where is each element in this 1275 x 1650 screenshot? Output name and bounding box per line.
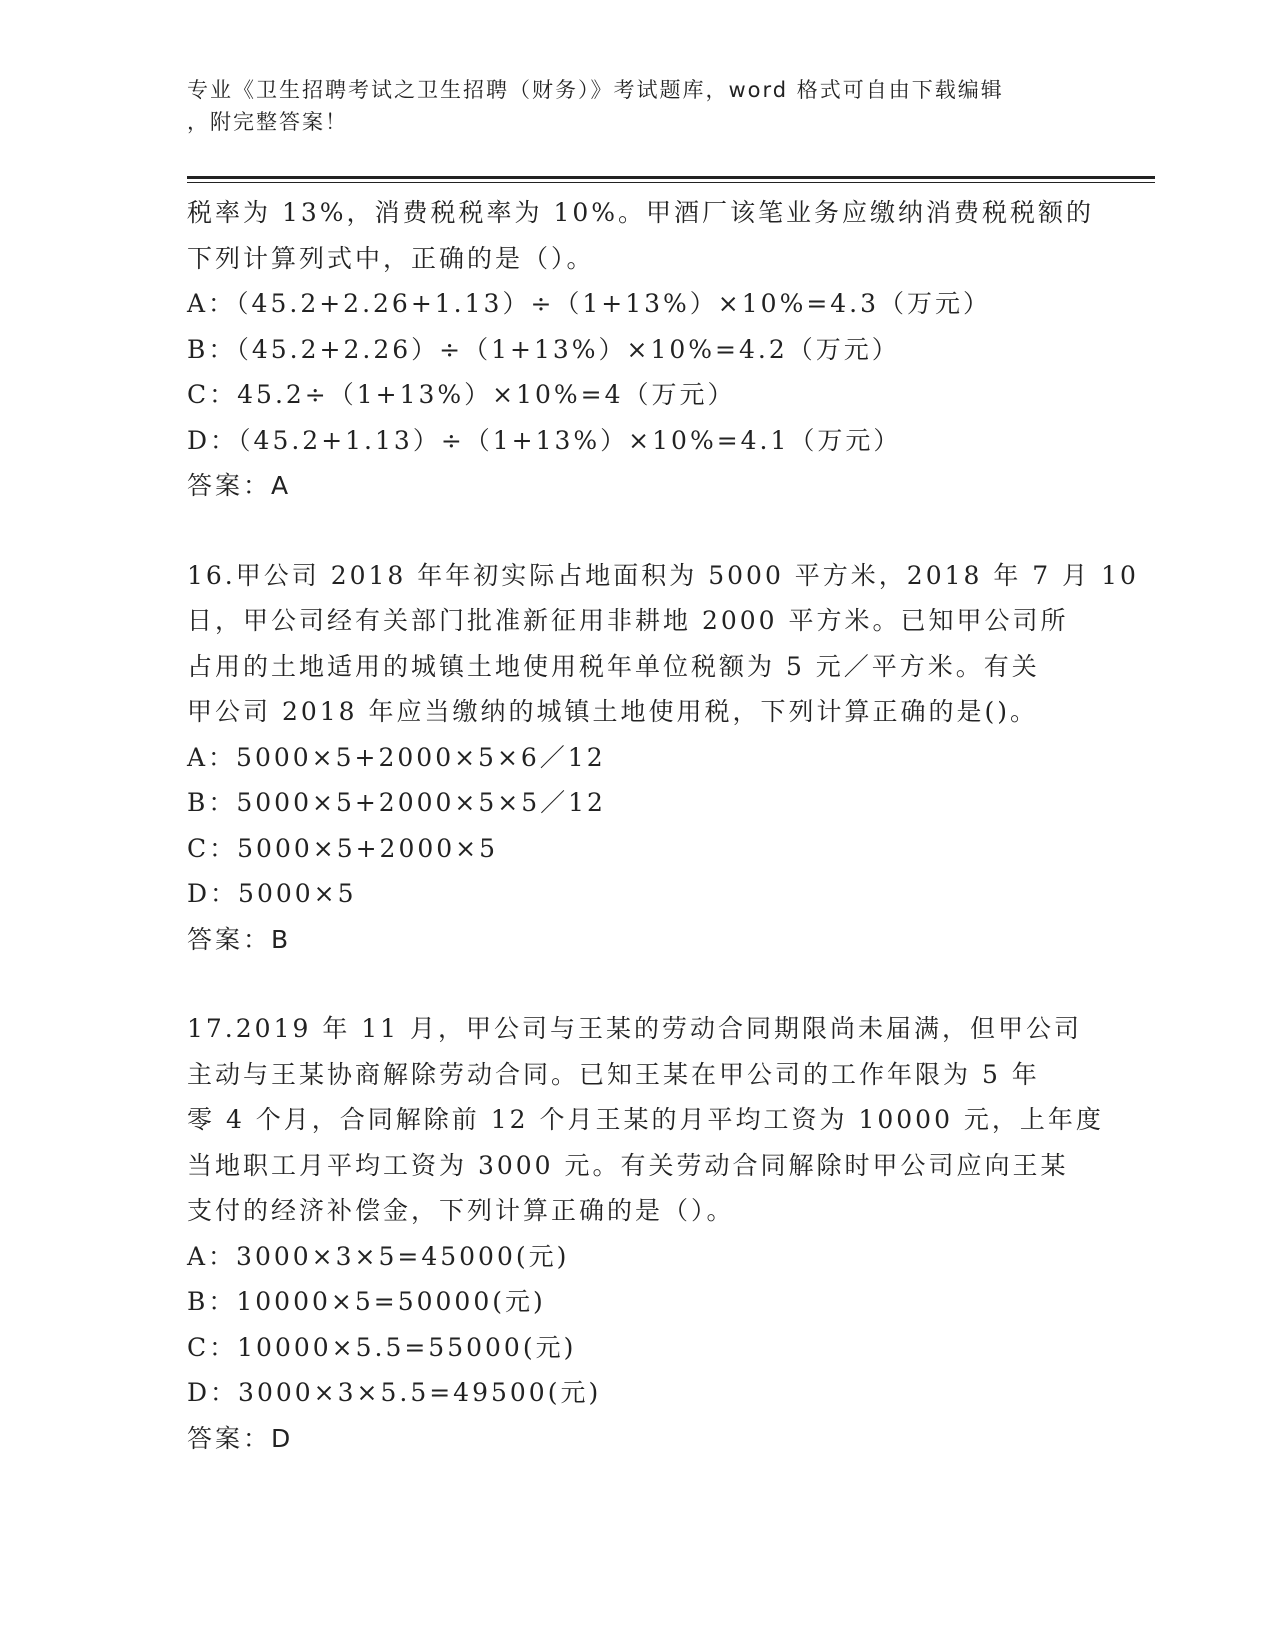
option-d: D：（45.2+1.13）÷（1+13%）×10%=4.1（万元） <box>187 425 902 455</box>
answer-line: 答案：A <box>187 471 292 500</box>
answer-line: 答案：B <box>187 924 292 954</box>
header-divider-thick <box>187 176 1155 179</box>
option-c: C：10000×5.5=55000(元) <box>187 1332 577 1362</box>
question-stem-line: 税率为 13%，消费税税率为 10%。甲酒厂该笔业务应缴纳消费税税额的 <box>187 198 1095 227</box>
question-stem-line: 16.甲公司 2018 年年初实际占地面积为 5000 平方米，2018 年 7 月 10 <box>187 560 1139 590</box>
question-stem-line: 支付的经济补偿金，下列计算正确的是（）。 <box>187 1196 735 1225</box>
option-c: C：45.2÷（1+13%）×10%=4（万元） <box>187 380 736 409</box>
option-c: C：5000×5+2000×5 <box>187 833 499 863</box>
header-line-1: 专业《卫生招聘考试之卫生招聘（财务）》考试题库，word 格式可自由下载编辑 <box>187 78 1004 102</box>
question-stem-line: 零 4 个月，合同解除前 12 个月王某的月平均工资为 10000 元，上年度 <box>187 1105 1104 1134</box>
option-a: A：3000×3×5=45000(元) <box>187 1241 570 1271</box>
question-content <box>187 190 1139 1461</box>
option-a: A：（45.2+2.26+1.13）÷（1+13%）×10%=4.3（万元） <box>187 289 992 318</box>
question-stem-line: 占用的土地适用的城镇土地使用税年单位税额为 5 元／平方米。有关 <box>187 651 1040 681</box>
option-b: B：（45.2+2.26）÷（1+13%）×10%=4.2（万元） <box>187 334 900 364</box>
question-stem-line: 当地职工月平均工资为 3000 元。有关劳动合同解除时甲公司应向王某 <box>187 1150 1069 1180</box>
option-d: D：5000×5 <box>187 879 357 908</box>
option-b: B：10000×5=50000(元) <box>187 1287 546 1316</box>
option-d: D：3000×3×5.5=49500(元) <box>187 1378 602 1407</box>
header-divider-thin <box>187 182 1155 183</box>
question-stem-line: 17.2019 年 11 月，甲公司与王某的劳动合同期限尚未届满，但甲公司 <box>187 1014 1083 1043</box>
question-16 <box>187 553 1139 963</box>
option-b: B：5000×5+2000×5×5／12 <box>187 788 606 817</box>
question-17 <box>187 1006 1104 1461</box>
option-a: A：5000×5+2000×5×6／12 <box>187 742 606 772</box>
question-stem-line: 主动与王某协商解除劳动合同。已知王某在甲公司的工作年限为 5 年 <box>187 1059 1040 1089</box>
page-header <box>187 74 1067 138</box>
question-stem-line: 甲公司 2018 年应当缴纳的城镇土地使用税，下列计算正确的是()。 <box>187 697 1039 726</box>
question-stem-line: 日，甲公司经有关部门批准新征用非耕地 2000 平方米。已知甲公司所 <box>187 606 1069 635</box>
answer-line: 答案：D <box>187 1423 294 1453</box>
header-line-2: ，附完整答案！ <box>187 110 348 134</box>
question-15 <box>187 190 1095 509</box>
question-stem-line: 下列计算列式中，正确的是（）。 <box>187 243 595 273</box>
